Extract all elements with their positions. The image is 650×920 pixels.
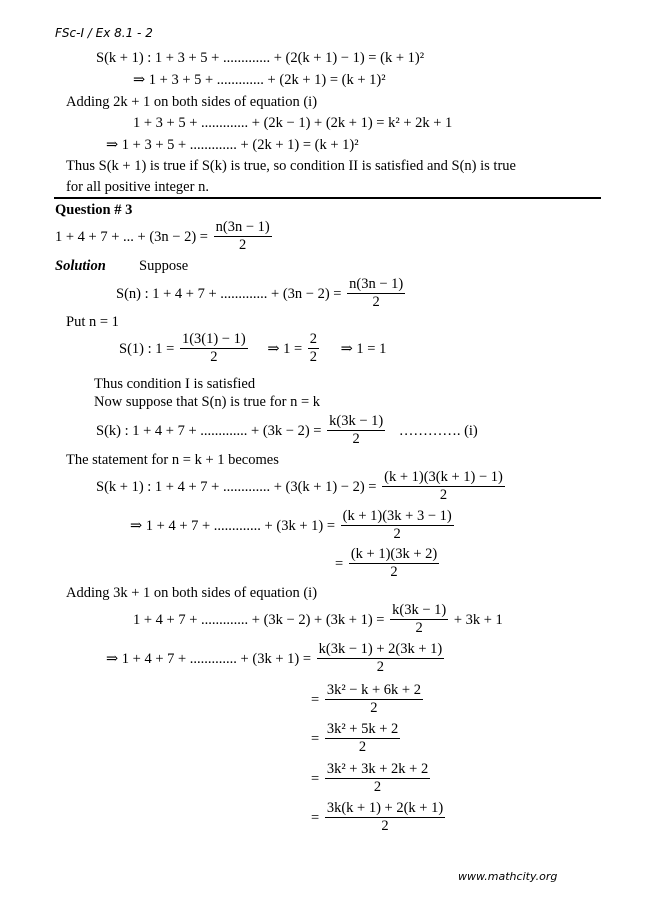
equation-sk1: S(k + 1) : 1 + 4 + 7 + ............. + (3(k + 1) − 2) = $\frac{(k + 1)(3(k + 1) - 1)}{2}$ <box>96 469 503 503</box>
equation-line: ⇒ 1 + 3 + 5 + ............. + (2k + 1) = (k + 1)² <box>133 72 386 88</box>
question-title: Question # 3 <box>55 202 133 218</box>
fraction: $\frac{k(3k - 1)}{2}$ <box>329 413 384 447</box>
text-line: Now suppose that S(n) is true for n = k <box>94 394 321 410</box>
fraction: $\frac{k(3k - 1) + 2(3k + 1)}{2}$ <box>318 641 443 675</box>
fraction: $\frac{(k + 1)(3(k + 1) - 1)}{2}$ <box>384 469 503 503</box>
fraction: $\frac{(k + 1)(3k + 3 - 1)}{2}$ <box>342 508 452 542</box>
equation-line: S(k + 1) : 1 + 3 + 5 + ............. + (2(k + 1) − 1) = (k + 1)² <box>96 50 425 66</box>
equation-step: = $\frac{(k + 1)(3k + 2)}{2}$ <box>335 546 438 580</box>
equation-step: = $\frac{\text{3k² + 5k + 2}}{2}$ <box>311 721 399 755</box>
equation-step: = $\frac{\text{3k² − k + 6k + 2}}{2}$ <box>311 682 421 716</box>
fraction: $\frac{k(3k - 1)}{2}$ <box>392 602 447 636</box>
page-header: FSc-I / Ex 8.1 - 2 <box>55 26 153 40</box>
equation-add: 1 + 4 + 7 + ............. + (3k − 2) + (3k + 1) = $\frac{k(3k - 1)}{2}$ + 3k + 1 <box>133 602 503 636</box>
text-line: Thus condition I is satisfied <box>94 376 256 392</box>
fraction: $\frac{2}{2}$ <box>309 331 318 365</box>
equation-sk: S(k) : 1 + 4 + 7 + ............. + (3k − 2) = $\frac{k(3k - 1)}{2}$ …………. (i) <box>96 413 478 447</box>
fraction: $\frac{n(3n - 1)}{2}$ <box>215 219 270 253</box>
equation-sn: S(n) : 1 + 4 + 7 + ............. + (3n − 2) = $\frac{n(3n - 1)}{2}$ <box>116 276 404 310</box>
solution-line: Solution Suppose <box>55 258 189 274</box>
fraction: $\frac{\text{3k² + 5k + 2}}{2}$ <box>326 721 399 755</box>
fraction: $\frac{1(3(1) - 1)}{2}$ <box>181 331 246 365</box>
equation-s1: S(1) : 1 = $\frac{1(3(1) - 1)}{2}$ ⇒ 1 = $\frac{2}{2}$ ⇒ 1 = 1 <box>119 331 387 365</box>
fraction: $\frac{\text{3k² + 3k + 2k + 2}}{2}$ <box>326 761 429 795</box>
text-line: Put n = 1 <box>66 314 119 330</box>
fraction: $\frac{(k + 1)(3k + 2)}{2}$ <box>350 546 438 580</box>
solution-label: Solution <box>55 258 106 274</box>
fraction: $\frac{n(3n - 1)}{2}$ <box>349 276 404 310</box>
equation-implies: ⇒ 1 + 4 + 7 + ............. + (3k + 1) = $\frac{k(3k - 1) + 2(3k + 1)}{2}$ <box>106 641 443 675</box>
equation-implies: ⇒ 1 + 4 + 7 + ............. + (3k + 1) = $\frac{(k + 1)(3k + 3 - 1)}{2}$ <box>130 508 452 542</box>
section-divider <box>54 197 601 199</box>
text-line: Adding 3k + 1 on both sides of equation (i) <box>66 585 318 601</box>
equation-step: = $\frac{\text{3k² + 3k + 2k + 2}}{2}$ <box>311 761 429 795</box>
text-line: Adding 2k + 1 on both sides of equation (i) <box>66 94 318 110</box>
fraction: $\frac{3k(k + 1) + 2(k + 1)}{2}$ <box>326 800 444 834</box>
text-line: for all positive integer n. <box>66 179 209 195</box>
fraction: $\frac{\text{3k² − k + 6k + 2}}{2}$ <box>326 682 421 716</box>
equation-line: 1 + 3 + 5 + ............. + (2k − 1) + (2k + 1) = k² + 2k + 1 <box>133 115 453 131</box>
equation-step: = $\frac{3k(k + 1) + 2(k + 1)}{2}$ <box>311 800 444 834</box>
equation-line: ⇒ 1 + 3 + 5 + ............. + (2k + 1) = (k + 1)² <box>106 137 359 153</box>
text-line: Thus S(k + 1) is true if S(k) is true, so condition II is satisfied and S(n) is true <box>66 158 516 174</box>
page-footer: www.mathcity.org <box>458 870 558 883</box>
text-line: The statement for n = k + 1 becomes <box>66 452 279 468</box>
question-statement: 1 + 4 + 7 + ... + (3n − 2) = $\frac{n(3n - 1)}{2}$ <box>55 219 270 253</box>
